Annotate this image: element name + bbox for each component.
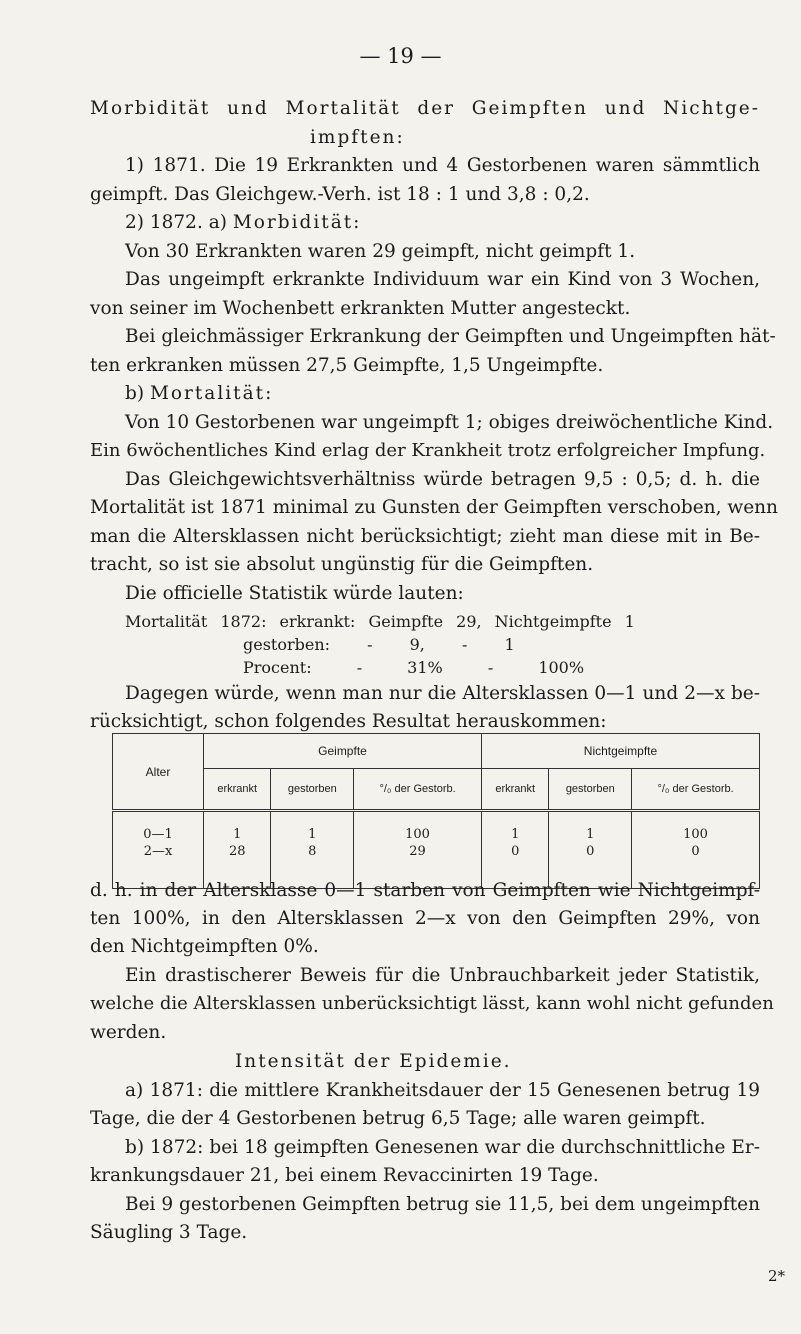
col-geimpfte: Geimpfte — [204, 734, 482, 769]
table-subheader-row — [113, 769, 760, 811]
paragraph-individuum-line1: Das ungeimpft erkrankte Individuum war ein Kind von 3 Wochen, — [125, 269, 760, 290]
col-nichtgeimpfte: Nichtgeimpfte — [481, 734, 759, 769]
paragraph-1872-dauer-line1: b) 1872: bei 18 geimpften Genesenen war die durchschnittliche Er- — [125, 1137, 760, 1158]
signature-mark: 2* — [768, 1267, 786, 1285]
paragraph-gleichgewicht-line3: man die Altersklassen nicht berücksichtigt; zieht man diese mit in Be- — [90, 526, 760, 547]
paragraph-erkrankte: Von 30 Erkrankten waren 29 geimpft, nicht geimpft 1. — [125, 241, 636, 262]
col-alter: Alter — [113, 734, 204, 811]
paragraph-gleichmaessig-line2: ten erkranken müssen 27,5 Geimpfte, 1,5 Ungeimpfte. — [90, 355, 604, 376]
table-header-row — [113, 734, 760, 769]
sub-procent-n: °/₀ der Gestorb. — [632, 769, 760, 811]
cell-ages: 0—1 2—x — [113, 811, 204, 889]
paragraph-gleichgewicht-line4: tracht, so ist sie absolut ungünstig für die Geimpften. — [90, 554, 594, 575]
label-1872a: 2) 1872. a) — [125, 212, 233, 233]
stat-row-erkrankt: Mortalität 1872: erkrankt: Geimpfte 29, Nichtgeimpfte 1 — [125, 612, 635, 631]
cell-gestorben-g: 1 8 — [271, 811, 354, 889]
mortalitaet-heading: Mortalität: — [149, 383, 274, 404]
sub-gestorben-n: gestorben — [549, 769, 632, 811]
age-class-table — [112, 733, 760, 889]
sub-gestorben-g: gestorben — [271, 769, 354, 811]
paragraph-dh-line2: ten 100%, in den Altersklassen 2—x von den Geimpften 29%, von — [90, 908, 760, 929]
cell-gestorben-n: 1 0 — [549, 811, 632, 889]
sub-erkrankt-n: erkrankt — [481, 769, 548, 811]
paragraph-beweis-line3: werden. — [90, 1022, 167, 1043]
paragraph-1871-line1: 1) 1871. Die 19 Erkrankten und 4 Gestorbenen waren sämmtlich — [125, 155, 760, 176]
paragraph-mortalitaet-label — [125, 381, 273, 407]
table-row — [113, 811, 760, 889]
paragraph-dagegen-line2: rücksichtigt, schon folgendes Resultat herauskommen: — [90, 711, 607, 732]
paragraph-gleichgewicht-line1: Das Gleichgewichtsverhältniss würde betragen 9,5 : 0,5; d. h. die — [125, 469, 760, 490]
paragraph-individuum-line2: von seiner im Wochenbett erkrankten Mutter angesteckt. — [90, 298, 631, 319]
paragraph-statistik: Die officielle Statistik würde lauten: — [125, 583, 464, 604]
paragraph-1872-dauer-line2: krankungsdauer 21, bei einem Revaccinirten 19 Tage. — [90, 1165, 599, 1186]
cell-erkrankt-n: 1 0 — [481, 811, 548, 889]
paragraph-1871-line2: geimpft. Das Gleichgew.-Verh. ist 18 : 1 und 3,8 : 0,2. — [90, 184, 590, 205]
paragraph-dagegen-line1: Dagegen würde, wenn man nur die Altersklassen 0—1 und 2—x be- — [125, 683, 760, 704]
section-heading-line1: Morbidität und Mortalität der Geimpften und Nichtge- — [90, 98, 760, 119]
paragraph-gleichgewicht-line2: Mortalität ist 1871 minimal zu Gunsten der Geimpften verschoben, wenn — [90, 497, 778, 518]
paragraph-gestorbene-line2: Ein 6wöchentliches Kind erlag der Krankheit trotz erfolgreicher Impfung. — [90, 440, 766, 461]
stat-row-procent: Procent: - 31% - 100% — [243, 658, 585, 677]
sub-erkrankt-g: erkrankt — [204, 769, 271, 811]
paragraph-1872-label — [125, 210, 361, 236]
morbiditaet-heading: Morbidität: — [232, 212, 362, 233]
paragraph-1871-dauer-line2: Tage, die der 4 Gestorbenen betrug 6,5 Tage; alle waren geimpft. — [90, 1108, 706, 1129]
label-b: b) — [125, 383, 150, 404]
stat-row-gestorben: gestorben: - 9, - 1 — [243, 635, 515, 654]
page-number: — 19 — — [359, 44, 442, 68]
paragraph-gestorbene-line1: Von 10 Gestorbenen war ungeimpft 1; obiges dreiwöchentliche Kind. — [125, 412, 774, 433]
paragraph-gleichmaessig-line1: Bei gleichmässiger Erkrankung der Geimpften und Ungeimpften hät- — [125, 326, 776, 347]
paragraph-1871-dauer-line1: a) 1871: die mittlere Krankheitsdauer der 15 Genesenen betrug 19 — [125, 1080, 760, 1101]
sub-procent-g: °/₀ der Gestorb. — [354, 769, 482, 811]
section-heading-line2: impften: — [310, 127, 405, 148]
paragraph-beweis-line2: welche die Altersklassen unberücksichtigt lässt, kann wohl nicht gefunden — [90, 993, 774, 1014]
paragraph-dh-line1: d. h. in der Altersklasse 0—1 starben von Geimpften wie Nichtgeimpf- — [90, 880, 760, 901]
paragraph-gestorbene-dauer-line2: Säugling 3 Tage. — [90, 1222, 248, 1243]
cell-erkrankt-g: 1 28 — [204, 811, 271, 889]
cell-procent-g: 100 29 — [354, 811, 482, 889]
cell-procent-n: 100 0 — [632, 811, 760, 889]
paragraph-gestorbene-dauer-line1: Bei 9 gestorbenen Geimpften betrug sie 11,5, bei dem ungeimpften — [125, 1194, 760, 1215]
paragraph-beweis-line1: Ein drastischerer Beweis für die Unbrauchbarkeit jeder Statistik, — [125, 965, 760, 986]
section-heading-intensitaet: Intensität der Epidemie. — [235, 1051, 512, 1072]
paragraph-dh-line3: den Nichtgeimpften 0%. — [90, 936, 319, 957]
